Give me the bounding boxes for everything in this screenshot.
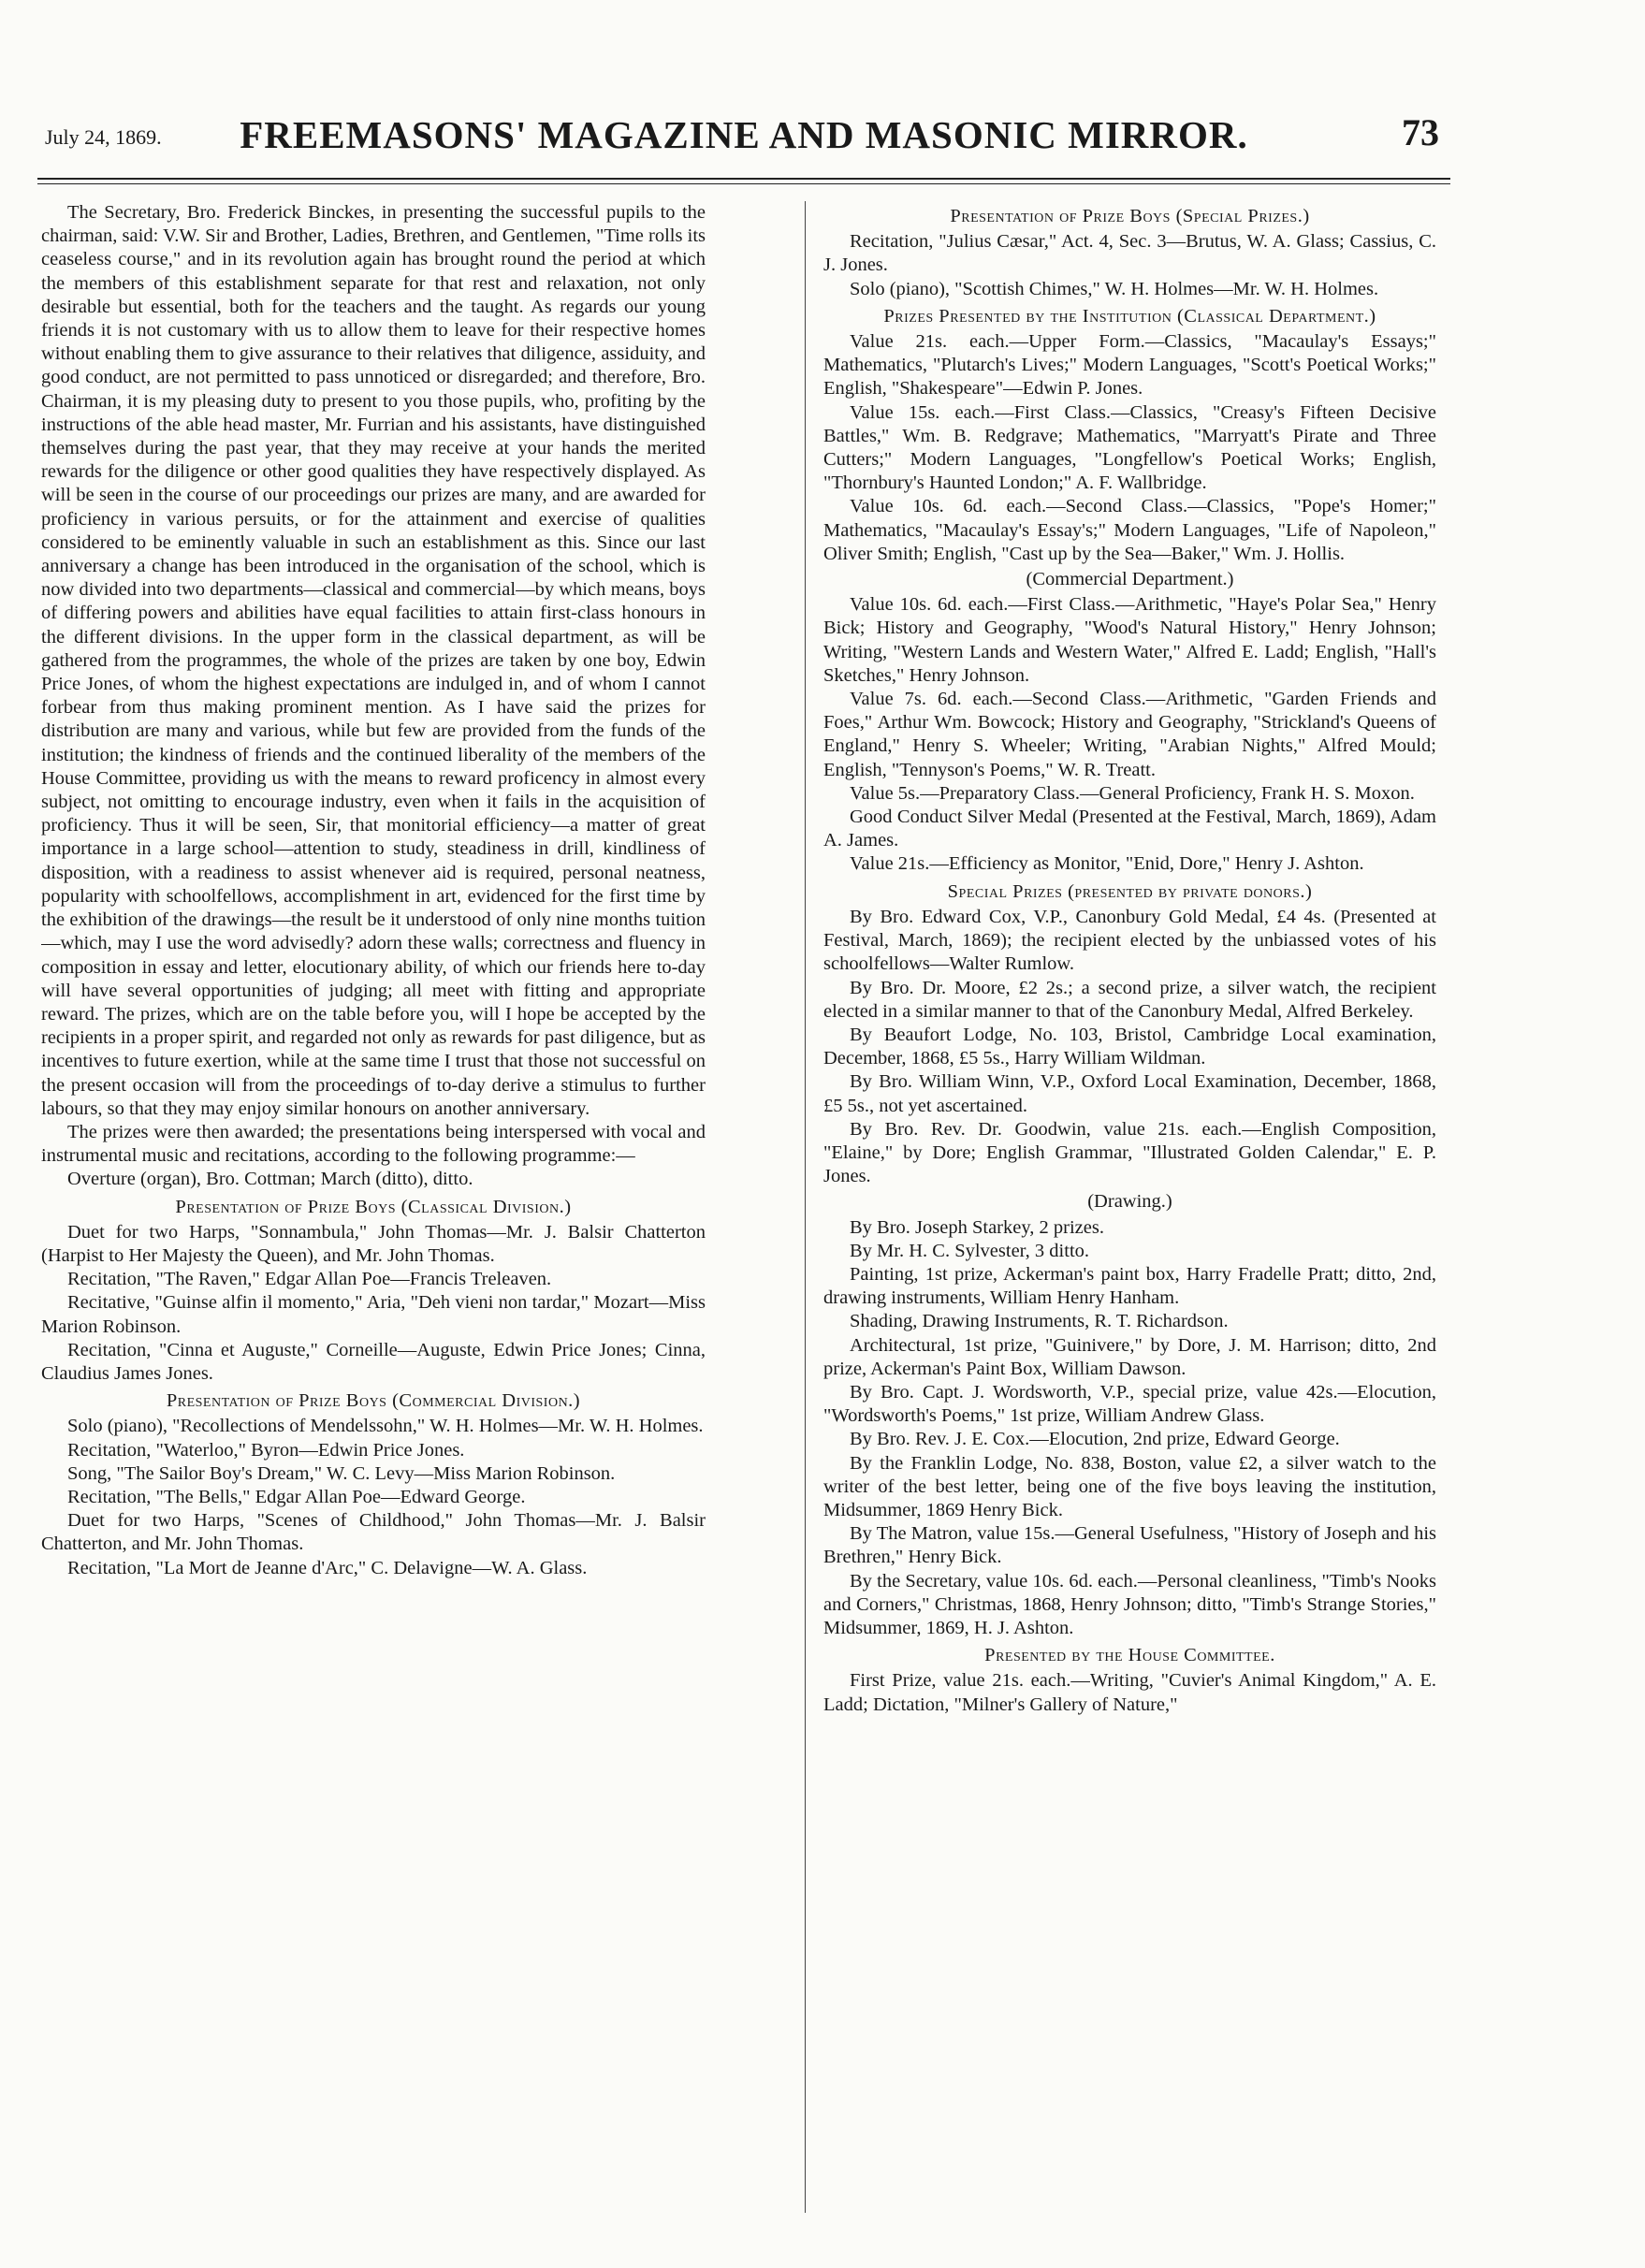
right-column [823, 201, 1436, 2255]
prize-entry: By The Matron, value 15s.—General Usefulness, "History of Joseph and his Brethren," Henry Bick. [823, 1523, 1436, 1568]
programme-item: Song, "The Sailor Boy's Dream," W. C. Levy—Miss Marion Robinson. [67, 1462, 616, 1484]
commercial-department-heading: (Commercial Department.) [1026, 569, 1234, 590]
publication-title: FREEMASONS' MAGAZINE AND MASONIC MIRROR. [240, 113, 1248, 156]
programme-item: Duet for two Harps, "Scenes of Childhood," John Thomas—Mr. J. Balsir Chatterton, and Mr. John Thomas. [41, 1510, 706, 1555]
programme-item: Recitation, "The Raven," Edgar Allan Poe—Francis Treleaven. [67, 1269, 552, 1290]
prize-entry: By Bro. Dr. Moore, £2 2s.; a second prize, a silver watch, the recipient elected in a similar manner to that of the Canonbury Medal, Alfred Berkeley. [823, 977, 1436, 1022]
prize-entry: Painting, 1st prize, Ackerman's paint box, Harry Fradelle Pratt; ditto, 2nd, drawing instruments, William Henry Hanham. [823, 1263, 1436, 1309]
prize-entry: By Mr. H. C. Sylvester, 3 ditto. [850, 1240, 1090, 1261]
prize-entry: Value 21s. each.—Upper Form.—Classics, "Macaulay's Essays;" Mathematics, "Plutarch's Lives;" Modern Languages, "Scott's Poetical Works;" English, "Shakespeare"—Edwin P. Jones. [823, 331, 1436, 400]
page-header [37, 105, 1450, 161]
special-prizes-heading: Presentation of Prize Boys (Special Prizes.) [950, 206, 1310, 226]
header-rule-thin [37, 183, 1450, 184]
prizes-awarded-paragraph: The prizes were then awarded; the presentations being interspersed with vocal and instrumental music and recitations, according to the following programme:— [41, 1121, 706, 1167]
programme-item: Solo (piano), "Recollections of Mendelssohn," W. H. Holmes—Mr. W. H. Holmes. [67, 1416, 704, 1437]
private-donors-heading: Special Prizes (presented by private donors.) [947, 880, 1313, 902]
prize-entry: Value 10s. 6d. each.—Second Class.—Classics, "Pope's Homer;" Mathematics, "Macaulay's Essay's;" Modern Languages, "Life of Napoleon," Oliver Smith; English, "Cast up by the Sea—Baker," Wm. J. Hollis. [823, 496, 1436, 564]
classical-division-heading: Presentation of Prize Boys (Classical Division.) [175, 1196, 572, 1217]
programme-item: Duet for two Harps, "Sonnambula," John Thomas—Mr. J. Balsir Chatterton (Harpist to Her Majesty the Queen), and Mr. John Thomas. [41, 1221, 706, 1266]
programme-item: Recitation, "La Mort de Jeanne d'Arc," C. Delavigne—W. A. Glass. [67, 1557, 588, 1578]
prize-entry: First Prize, value 21s. each.—Writing, "Cuvier's Animal Kingdom," A. E. Ladd; Dictation, "Milner's Gallery of Nature," [823, 1670, 1436, 1715]
prize-entry: By Beaufort Lodge, No. 103, Bristol, Cambridge Local examination, December, 1868, £5 5s., Harry William Wildman. [823, 1024, 1436, 1069]
column-divider [805, 201, 806, 2213]
house-committee-heading: Presented by the House Committee. [984, 1645, 1275, 1666]
prize-entry: Value 10s. 6d. each.—First Class.—Arithmetic, "Haye's Polar Sea," Henry Bick; History and Geography, "Wood's Natural History," Henry Johnson; Writing, "Western Lands and Western Water," Alfred E. Ladd; English, "Hall's Sketches," Henry Johnson. [823, 594, 1436, 686]
commercial-division-heading: Presentation of Prize Boys (Commercial Division.) [166, 1390, 581, 1412]
page-number: 73 [1402, 111, 1439, 153]
drawing-heading: (Drawing.) [1087, 1191, 1172, 1213]
prize-entry: By Bro. Joseph Starkey, 2 prizes. [850, 1216, 1104, 1238]
programme-item: Solo (piano), "Scottish Chimes," W. H. Holmes—Mr. W. H. Holmes. [850, 278, 1379, 299]
prize-entry: By Bro. Rev. J. E. Cox.—Elocution, 2nd prize, Edward George. [850, 1429, 1340, 1450]
prize-entry: By Bro. Capt. J. Wordsworth, V.P., special prize, value 42s.—Elocution, "Wordsworth's Poems," 1st prize, William Andrew Glass. [823, 1381, 1436, 1427]
prize-entry: By Bro. Rev. Dr. Goodwin, value 21s. each.—English Composition, "Elaine," by Dore; English Grammar, "Illustrated Golden Calendar," E. P. Jones. [823, 1118, 1436, 1187]
programme-item: Recitation, "Cinna et Auguste," Corneille—Auguste, Edwin Price Jones; Cinna, Claudius James Jones. [41, 1339, 706, 1384]
prize-entry: By Bro. William Winn, V.P., Oxford Local Examination, December, 1868, £5 5s., not yet ascertained. [823, 1071, 1436, 1116]
programme-item: Recitative, "Guinse alfin il momento," Aria, "Deh vieni non tardar," Mozart—Miss Marion Robinson. [41, 1292, 706, 1337]
secretary-speech: The Secretary, Bro. Frederick Binckes, in presenting the successful pupils to the chairman, said: V.W. Sir and Brother, Ladies, Brethren, and Gentlemen, "Time rolls its ceaseless course," and in its revolution again has brought round the period at which the members of this establishment separate for that rest and relaxation, not only desirable but essential, both for the teachers and the taught. As regards our young friends it is not customary with us to allow them to leave for their respective homes without enabling them to give assurance to their relatives that diligence, assiduity, and good conduct, are not permitted to pass unnoticed or disregarded; and therefore, Bro. Chairman, it is my pleasing duty to present to you those pupils, who, profiting by the instructions of the able head master, Mr. Furrian and his assistants, have distinguished themselves during the past year, that they may receive at your hands the merited rewards for the diligence or other good qualities they have respectively displayed. As will be seen in the course of our proceedings our prizes are many, and are awarded for proficiency in various persuits, or for the attainment and exercise of qualities considered to be eminently valuable in such an establishment as this. Since our last anniversary a change has been introduced in the organisation of the school, which is now divided into two departments—classical and commercial—by which means, boys of differing powers and abilities have equal facilities to attain first-class honours in the different divisions. In the upper form in the classical department, as will be gathered from the programmes, the whole of the prizes are taken by one boy, Edwin Price Jones, of whom the highest expectations are indulged in, and of whom I cannot forbear from thus making prominent mention. As I have said the prizes for distribution are many and various, while but few are provided from the funds of the institution; the kindness of friends and the continued liberality of the members of the House Committee, providing us with the means to reward proficency in almost every subject, not omitting to encourage industry, even when it fails in the acquisition of proficiency. Thus it will be seen, Sir, that monitorial efficiency—a matter of great importance in a large school—attention to study, steadiness in drill, kindliness of disposition, with a readiness to assist whenever aid is required, personal neatness, popularity with schoolfellows, accomplishment in art, evidenced for the first time by the exhibition of the drawings—the result be it understood of only nine months tuition—which, may I use the word advisedly? adorn these walls; correctness and fluency in composition in essay and letter, elocutionary ability, of which our friends here to-day will have several opportunities of judging; all meet with fitting and appropriate reward. The prizes, which are on the table before you, will I hope be accepted by the recipients in a proper spirit, and regarded not only as rewards for past diligence, but as incentives to future exertion, while at the same time I trust that those not successful on the present occasion will from the proceedings of to-day derive a stimulus to further labours, so that they may enjoy similar honours on another anniversary. [41, 202, 706, 1119]
institution-prizes-heading: Prizes Presented by the Institution (Classical Department.) [883, 305, 1376, 327]
prize-entry: Value 15s. each.—First Class.—Classics, "Creasy's Fifteen Decisive Battles," Wm. B. Redgrave; Mathematics, "Marryatt's Pirate and Three Cutters;" Modern Languages, "Longfellow's Poetical Works; English, "Thornbury's Haunted London;" A. F. Wallbridge. [823, 401, 1436, 494]
prize-entry: By the Secretary, value 10s. 6d. each.—Personal cleanliness, "Timb's Nooks and Corners," Christmas, 1868, Henry Johnson; ditto, "Timb's Strange Stories," Midsummer, 1869, H. J. Ashton. [823, 1570, 1436, 1638]
overture-line: Overture (organ), Bro. Cottman; March (ditto), ditto. [67, 1169, 473, 1190]
prize-entry: Value 7s. 6d. each.—Second Class.—Arithmetic, "Garden Friends and Foes," Arthur Wm. Bowcock; History and Geography, "Strickland's Queens of England," Henry S. Wheeler; Writing, "Arabian Nights," Alfred Mould; English, "Tennyson's Poems," W. R. Treatt. [823, 689, 1436, 780]
prize-entry: Shading, Drawing Instruments, R. T. Richardson. [850, 1311, 1229, 1332]
programme-item: Recitation, "The Bells," Edgar Allan Poe—Edward George. [67, 1486, 526, 1507]
header-rule [37, 178, 1450, 180]
prize-entry: By Bro. Edward Cox, V.P., Canonbury Gold Medal, £4 4s. (Presented at Festival, March, 1869); the recipient elected by the unbiassed votes of his schoolfellows—Walter Rumlow. [823, 906, 1436, 975]
prize-entry: Architectural, 1st prize, "Guinivere," by Dore, J. M. Harrison; ditto, 2nd prize, Ackerman's Paint Box, William Dawson. [823, 1334, 1436, 1379]
prize-entry: Value 5s.—Preparatory Class.—General Proficiency, Frank H. S. Moxon. [850, 782, 1415, 804]
issue-date: July 24, 1869. [45, 125, 162, 149]
prize-entry: Value 21s.—Efficiency as Monitor, "Enid, Dore," Henry J. Ashton. [850, 853, 1364, 875]
left-column [41, 201, 706, 2255]
prize-entry: Good Conduct Silver Medal (Presented at the Festival, March, 1869), Adam A. James. [823, 807, 1436, 851]
programme-item: Recitation, "Waterloo," Byron—Edwin Price Jones. [67, 1439, 465, 1461]
prize-entry: By the Franklin Lodge, No. 838, Boston, value £2, a silver watch to the writer of the best letter, being one of the five boys leaving the institution, Midsummer, 1869 Henry Bick. [823, 1452, 1436, 1520]
programme-item: Recitation, "Julius Cæsar," Act. 4, Sec. 3—Brutus, W. A. Glass; Cassius, C. J. Jones. [823, 231, 1436, 276]
